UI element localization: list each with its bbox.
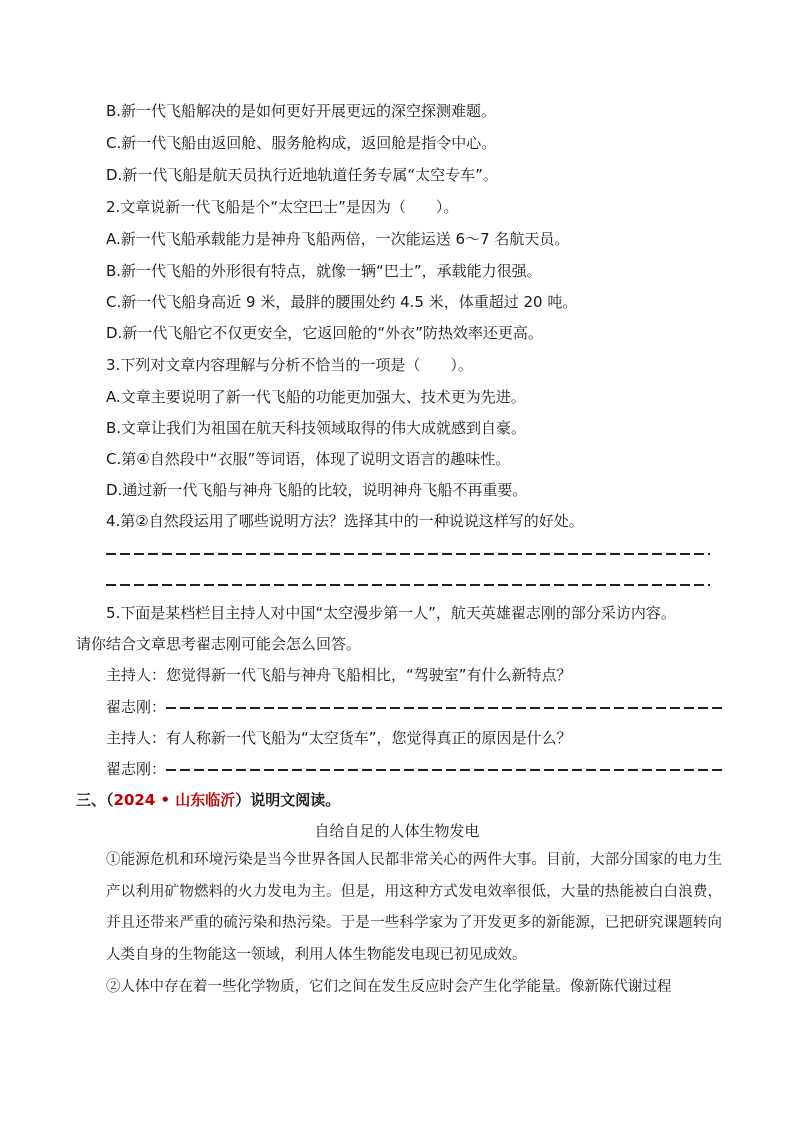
q4-answer-line-2[interactable] (106, 584, 710, 586)
q3-option-b: B.文章让我们为祖国在航天科技领域取得的伟大成就感到自豪。 (106, 419, 527, 437)
q5-answer-blank-1[interactable] (166, 707, 726, 709)
q4-answer-line-1[interactable] (106, 553, 710, 555)
q1-option-d: D.新一代飞船是航天员执行近地轨道任务专属“太空专车”。 (106, 166, 498, 184)
q3-stem-end: ）。 (450, 356, 473, 374)
q4-stem: 4.第②自然段运用了哪些说明方法？选择其中的一种说说这样写的好处。 (106, 512, 584, 530)
section-prefix: 三、（ (76, 791, 114, 809)
q3-stem-text: 3.下列对文章内容理解与分析不恰当的一项是（ (106, 356, 421, 374)
q5-answer-row-2 (106, 758, 726, 780)
section-suffix: ）说明文阅读。 (235, 791, 341, 809)
q2-option-d: D.新一代飞船它不仅更安全，它返回舱的“外衣”防热效率还更高。 (106, 324, 543, 342)
article-paragraph-2: ②人体中存在着一些化学物质，它们之间在发生反应时会产生化学能量。像新陈代谢过程 (106, 979, 672, 995)
article-paragraph-1: ①能源危机和环境污染是当今世界各国人民都非常关心的两件大事。目前，大部分国家的电力生产以利用矿物燃料的火力发电为主。但是，用这种方式发电效率很低，大量的热能被白白浪费，并且还带来严重的硫污染和热污染。于是一些科学家为了开发更多的新能源，已把研究课题转向人类自身的生物能这一领域，利用人体生物能发电现已初见成效。 (106, 852, 722, 963)
q2-option-b: B.新一代飞船的外形很有特点，就像一辆“巴士”，承载能力很强。 (106, 262, 542, 280)
q5-host-question-1: 主持人：您觉得新一代飞船与神舟飞船相比，“驾驶室”有什么新特点？ (106, 666, 572, 684)
q5-stem-line-1: 5.下面是某档栏目主持人对中国“太空漫步第一人”，航天英雄翟志刚的部分采访内容。 (106, 604, 676, 622)
q3-option-a: A.文章主要说明了新一代飞船的功能更加强大、技术更为先进。 (106, 388, 526, 406)
q2-stem-end: ）。 (435, 198, 459, 216)
q2-option-a: A.新一代飞船承载能力是神舟飞船两倍，一次能运送 6～7 名航天员。 (106, 230, 570, 248)
q2-option-c: C.新一代飞船身高近 9 米，最胖的腰围处约 4.5 米，体重超过 20 吨。 (106, 293, 578, 311)
answer-label: 翟志刚： (106, 760, 167, 778)
q5-answer-row-1 (106, 696, 726, 718)
q3-option-d: D.通过新一代飞船与神舟飞船的比较，说明神舟飞船不再重要。 (106, 481, 528, 499)
q2-stem (106, 196, 458, 218)
q2-stem-text: 2.文章说新一代飞船是个“太空巴士”是因为（ (106, 198, 406, 216)
q5-answer-blank-2[interactable] (166, 769, 726, 771)
q3-stem (106, 354, 473, 376)
q5-host-question-2: 主持人：有人称新一代飞船为“太空货车”，您觉得真正的原因是什么？ (106, 729, 572, 747)
answer-label: 翟志刚： (106, 698, 167, 716)
q3-option-c: C.第④自然段中“衣服”等词语，体现了说明文语言的趣味性。 (106, 450, 511, 468)
q1-option-c: C.新一代飞船由返回舱、服务舱构成，返回舱是指令中心。 (106, 134, 497, 152)
q5-stem-line-2: 请你结合文章思考翟志刚可能会怎么回答。 (76, 635, 362, 653)
article-title: 自给自足的人体生物发电 (314, 822, 480, 840)
source-tag: 2024 • 山东临沂 (113, 791, 236, 809)
q1-option-b: B.新一代飞船解决的是如何更好开展更远的深空探测难题。 (106, 102, 497, 120)
section-heading (76, 789, 340, 811)
